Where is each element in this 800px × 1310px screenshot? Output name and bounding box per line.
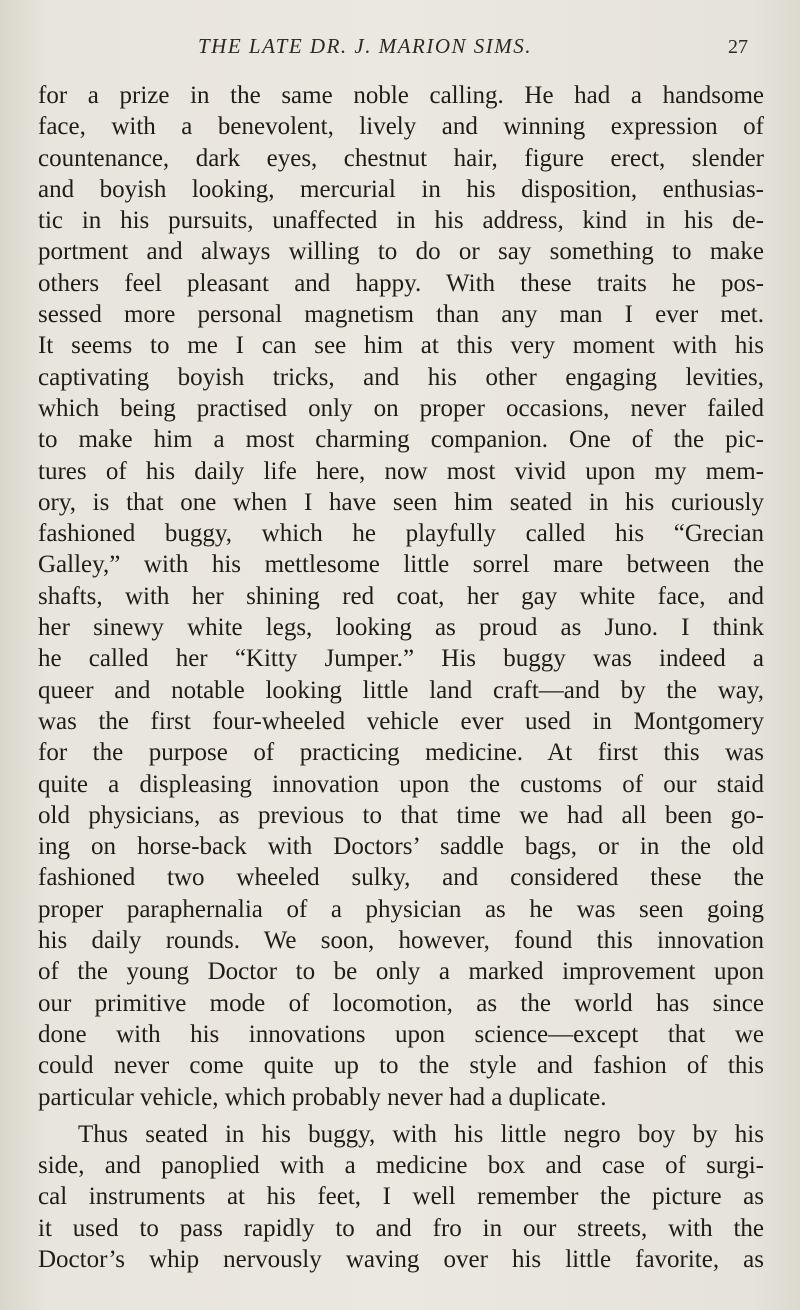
text-line: to make him a most charming companion. One of the pic-: [38, 426, 764, 454]
text-line: her sinewy white legs, looking as proud as Juno. I think: [38, 614, 764, 642]
text-line: face, with a benevolent, lively and winning expression of: [38, 113, 764, 141]
text-line: fashioned two wheeled sulky, and considered these the: [38, 864, 764, 892]
text-line: portment and always willing to do or say something to make: [38, 238, 764, 266]
text-line: side, and panoplied with a medicine box and case of surgi-: [38, 1152, 764, 1180]
text-line: for the purpose of practicing medicine. At first this was: [38, 739, 764, 767]
text-line: done with his innovations upon science—except that we: [38, 1020, 764, 1048]
paragraph: [38, 1119, 764, 1275]
text-line: ory, is that one when I have seen him seated in his curiously: [38, 488, 764, 516]
text-line: he called her “Kitty Jumper.” His buggy was indeed a: [38, 645, 764, 673]
running-title: THE LATE DR. J. MARION SIMS.: [198, 34, 533, 58]
text-line: tures of his daily life here, now most vivid upon my mem-: [38, 457, 764, 485]
text-line: others feel pleasant and happy. With these traits he pos-: [38, 269, 764, 297]
text-line: could never come quite up to the style and fashion of this: [38, 1052, 764, 1080]
page-number: 27: [728, 36, 748, 58]
text-line: proper paraphernalia of a physician as he was seen going: [38, 895, 764, 923]
text-line: and boyish looking, mercurial in his disposition, enthusias-: [38, 175, 764, 203]
text-line: his daily rounds. We soon, however, found this innovation: [38, 927, 764, 955]
text-line: Doctor’s whip nervously waving over his little favorite, as: [38, 1245, 764, 1273]
text-line: it used to pass rapidly to and fro in our streets, with the: [38, 1214, 764, 1242]
text-line: for a prize in the same noble calling. He had a handsome: [38, 82, 764, 109]
text-line: countenance, dark eyes, chestnut hair, figure erect, slender: [38, 144, 764, 172]
text-line: our primitive mode of locomotion, as the world has since: [38, 989, 764, 1017]
text-line: quite a displeasing innovation upon the customs of our staid: [38, 770, 764, 798]
page-header: [0, 34, 800, 64]
text-line: tic in his pursuits, unaffected in his address, kind in his de-: [38, 207, 764, 235]
body-text: [38, 80, 764, 1275]
paragraph: [38, 80, 764, 1113]
text-line: captivating boyish tricks, and his other engaging levities,: [38, 363, 764, 391]
text-line: ing on horse-back with Doctors’ saddle bags, or in the old: [38, 833, 764, 861]
text-line: old physicians, as previous to that time we had all been go-: [38, 801, 764, 829]
text-line: sessed more personal magnetism than any man I ever met.: [38, 301, 764, 329]
text-line: was the first four-wheeled vehicle ever used in Montgomery: [38, 707, 764, 735]
text-line: It seems to me I can see him at this very moment with his: [38, 332, 764, 360]
text-line: cal instruments at his feet, I well remember the picture as: [38, 1183, 764, 1211]
text-line: Thus seated in his buggy, with his little negro boy by his: [78, 1120, 764, 1148]
text-line: of the young Doctor to be only a marked improvement upon: [38, 958, 764, 986]
text-line: fashioned buggy, which he playfully called his “Grecian: [38, 520, 764, 548]
text-line: which being practised only on proper occasions, never failed: [38, 394, 764, 422]
text-line: particular vehicle, which probably never had a duplicate.: [38, 1083, 607, 1111]
text-line: queer and notable looking little land craft—and by the way,: [38, 676, 764, 704]
text-line: shafts, with her shining red coat, her gay white face, and: [38, 582, 764, 610]
text-line: Galley,” with his mettlesome little sorrel mare between the: [38, 551, 764, 579]
